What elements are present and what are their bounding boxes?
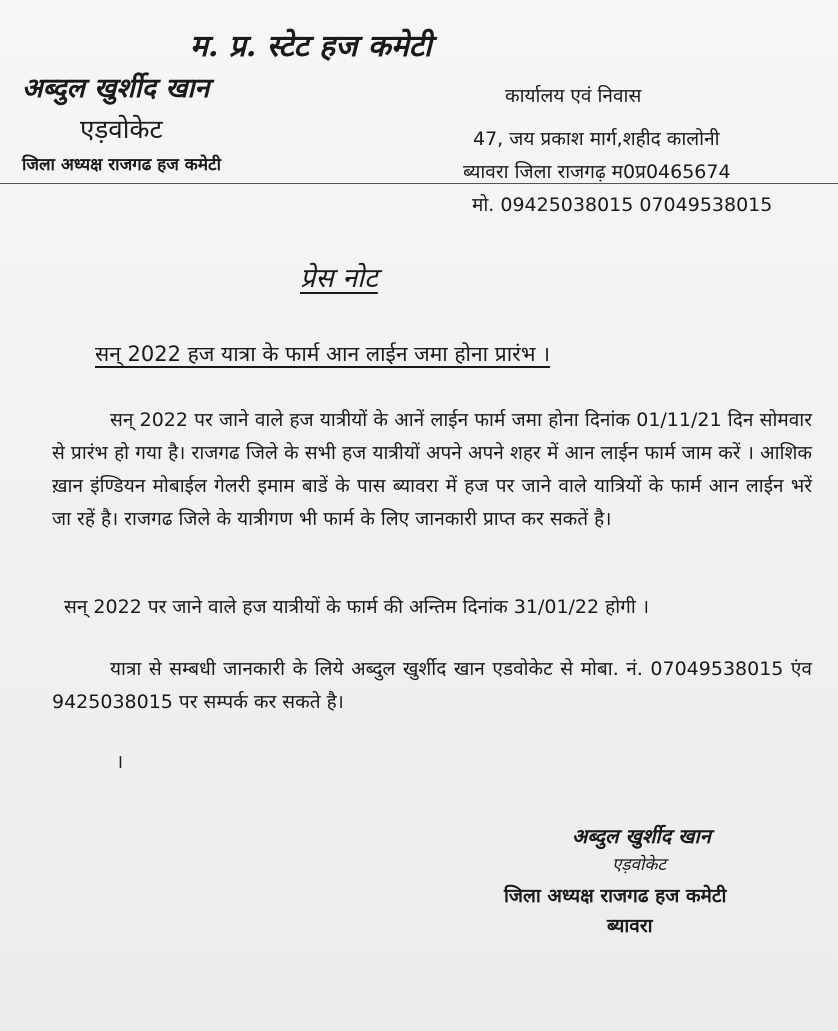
signature-designation: एड़वोकेट [612,855,666,875]
body-paragraph-2: सन् 2022 पर जाने वाले हज यात्रीयों के फार्म की अन्तिम दिनांक 31/01/22 होगी । [64,596,650,618]
document-subject: सन् 2022 हज यात्रा के फार्म आन लाईन जमा होना प्रारंभ । [95,342,551,366]
header-divider [0,183,838,184]
address-line-1: 47, जय प्रकाश मार्ग,शहीद कालोनी [473,128,720,150]
document-title: प्रेस नोट [300,263,378,294]
signature-place: ब्यावरा [607,915,653,937]
body-paragraph-1: सन् 2022 पर जाने वाले हज यात्रीयों के आनें लाईन फार्म जमा होना दिनांक 01/11/21 दिन सोमवार से प्रारंभ हो गया है। राजगढ जिले के सभी हज यात्रीयों अपने अपने शहर में आन लाईन फार्म जाम करें । आशिक ख़ान इंण्डियन मोबाईल गेलरी इमाम बाडें के पास ब्यावरा में हज पर जाने वाले यात्रियों के फार्म आन लाईन भरें जा रहें है। राजगढ जिले के यात्रीगण भी फार्म के लिए जानकारी प्राप्त कर सकतें है। [52,409,812,530]
stray-mark: । [116,751,124,773]
signature-name: अब्दुल खुर्शीद खान [572,824,711,848]
letterhead-name: अब्दुल खुर्शीद खान [22,73,210,104]
phone-numbers: मो. 09425038015 07049538015 [472,194,773,216]
signature-role: जिला अध्यक्ष राजगढ हज कमेटी [504,885,727,907]
org-title: म. प्र. स्टेट हज कमेटी [190,29,432,64]
letterhead-designation: एड़वोकेट [80,115,163,145]
letterhead-role: जिला अध्यक्ष राजगढ हज कमेटी [22,155,221,175]
office-label: कार्यालय एवं निवास [505,85,642,107]
body-paragraph-3: यात्रा से सम्बधी जानकारी के लिये अब्दुल खुर्शीद खान एडवोकेट से मोबा. नं. 07049538015 एंव 9425038015 पर सम्पर्क कर सकते है। [52,658,812,713]
address-line-2: ब्यावरा जिला राजगढ़ म0प्र0465674 [463,161,731,183]
